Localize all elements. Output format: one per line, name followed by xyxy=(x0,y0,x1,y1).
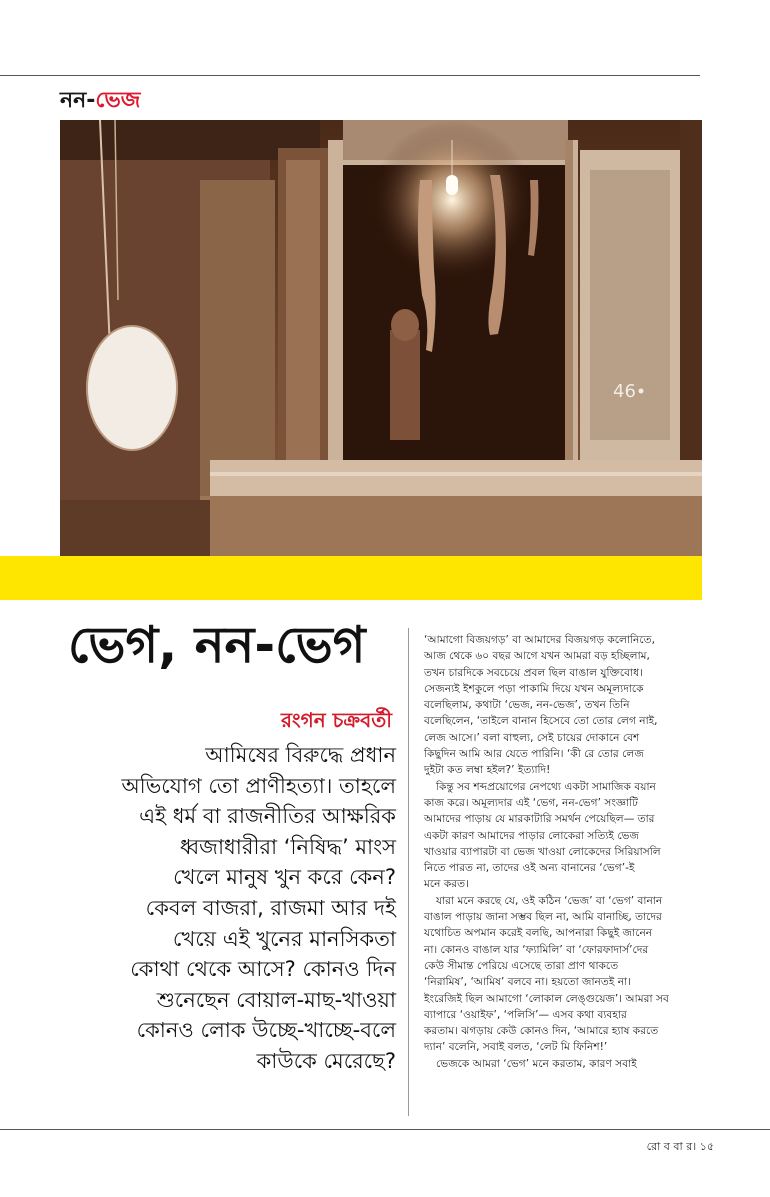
body-line: ‘আমাগো বিজয়গড়’ বা আমাদের বিজয়গড় কলোনিতে, xyxy=(424,634,655,646)
body-line: কেউ সীমান্ত পেরিয়ে এসেছে তারা প্রাণ থাকতে xyxy=(424,959,619,972)
pull-quote-line: এই ধর্ম বা রাজনীতির আক্ষরিক xyxy=(139,804,396,829)
body-line: সেজন্যই ইশকুলে পড়া পাকামি দিয়ে যখন অমূল্যদাকে xyxy=(424,682,644,695)
article-byline: রংগন চক্রবর্তী xyxy=(281,708,392,732)
pull-quote-line: কোনও লোক উচ্ছে-খাচ্ছে-বলে xyxy=(136,1018,396,1043)
pull-quote-line: খেয়ে এই খুনের মানসিকতা xyxy=(172,926,396,951)
pull-quote-line: কাউকে মেরেছে? xyxy=(256,1048,396,1073)
section-label xyxy=(60,83,140,120)
body-line: বলেছিলাম, কথাটা ‘ভেজ, নন-ভেজ’, তখন তিনি xyxy=(424,699,630,712)
butcher-shop-window-icon xyxy=(60,120,702,556)
yellow-band xyxy=(0,556,702,600)
pull-quote xyxy=(60,740,396,1077)
body-line: বলেছিলেন, ‘তাইলে বানান হিসেবে তো তোর লেগ নাই, xyxy=(424,715,658,728)
body-line: মনে করত। xyxy=(424,878,469,891)
body-line: লেজ আসে।’ বলা বাহুল্য, সেই চায়ের দোকানে বেশ xyxy=(424,731,640,744)
pull-quote-line: খেলে মানুষ খুন করে কেন? xyxy=(173,865,396,890)
body-line: যারা মনে করছে যে, ওই কঠিন ‘ভেজ’ বা ‘ভেগ’ বানান xyxy=(436,894,663,907)
butcher-shop-photo xyxy=(60,120,702,556)
page-folio: রো ব বা র। ১৫ xyxy=(646,1140,714,1153)
section-accent: ভেজ xyxy=(95,88,141,113)
pull-quote-line: অভিযোগ তো প্রাণীহত্যা। তাহলে xyxy=(121,773,396,798)
pull-quote-line: কোথা থেকে আসে? কোনও দিন xyxy=(130,957,396,982)
body-line: ভেজকে আমরা ‘ভেগ’ মনে করতাম, কারণ সবাই xyxy=(436,1057,637,1070)
body-line: আজ থেকে ৬০ বছর আগে যখন আমরা বড় হচ্ছিলাম, xyxy=(424,650,650,663)
body-line: কিছুদিন আমি আর যেতে পারিনি। ‘কী রে তোর লেজ xyxy=(424,748,644,761)
column-rule xyxy=(408,628,409,1116)
body-line: যথোচিত অপমান করেই বলছি, আপনারা কিছুই জানেন xyxy=(424,927,653,940)
body-line: নিতে পারত না, তাদের ওই অন্য বানানের ‘ভেগ’-ই xyxy=(424,862,635,875)
body-line: ব্যাপারে ‘ওয়াইফ’, ‘পলিসি’— এসব কথা ব্যবহার xyxy=(424,1008,627,1021)
body-line: খাওয়ার ব্যাপারটা বা ভেজ খাওয়া লোকেদের সিরিয়াসলি xyxy=(424,845,661,858)
body-line: তখন চারদিকে সবচেয়ে প্রবল ছিল বাঙাল যুক্তিবোধ। xyxy=(424,666,643,679)
section-prefix: নন- xyxy=(60,88,96,113)
body-line: কিন্তু সব শব্দপ্রয়োগের নেপথ্যে একটা সামাজিক বয়ান xyxy=(436,780,656,793)
body-line: বাঙাল পাড়ায় জানা সম্ভব ছিল না, আমি বানাচ্ছি, তাদের xyxy=(424,911,662,924)
pull-quote-line: আমিষের বিরুদ্ধে প্রধান xyxy=(205,743,396,767)
pull-quote-line: শুনেছেন বোয়াল-মাছ-খাওয়া xyxy=(156,987,396,1012)
body-line: একটা কারণ আমাদের পাড়ার লোকেরা সত্যিই ভেজ xyxy=(424,829,639,842)
body-line: দ্যান’ বলেনি, সবাই বলত, ‘লেট মি ফিনিশ!’ xyxy=(424,1041,608,1054)
body-line: ইংরেজিই ছিল আমাগো ‘লোকাল লেঙ্গুয়েজ’। আমরা সব xyxy=(424,992,669,1005)
article-headline: ভেগ, নন-ভেগ xyxy=(68,616,366,674)
body-line: আমাদের পাড়ায় যে মারকাটারি সমর্থন পেয়েছিল— তার xyxy=(424,813,655,826)
top-rule xyxy=(0,75,700,76)
body-line: না। কোনও বাঙাল যার ‘ফ্যামিলি’ বা ‘ফোরফাদার্স’দের xyxy=(424,943,649,956)
body-line: কাজ করে। অমূল্যদার এই ‘ভেগ, নন-ভেগ’ সংজ্ঞাটি xyxy=(424,796,638,809)
pull-quote-line: ধ্বজাধারীরা ‘নিষিদ্ধ’ মাংস xyxy=(179,834,396,859)
bottom-rule xyxy=(0,1129,770,1130)
window-number: 46 xyxy=(613,381,636,402)
body-line: দুইটা কত লম্বা হইল?’ ইত্যাদি! xyxy=(424,764,551,777)
pull-quote-line: কেবল বাজরা, রাজমা আর দই xyxy=(145,895,396,920)
body-line: করতাম। ঝগড়ায় কেউ কোনও দিন, ‘আমারে হ্যাষ করতে xyxy=(424,1025,659,1038)
article-body xyxy=(424,632,714,1072)
body-line: ‘নিরামিষ’, ‘আমিষ’ বলবে না। হয়তো জানতই না। xyxy=(424,976,631,989)
